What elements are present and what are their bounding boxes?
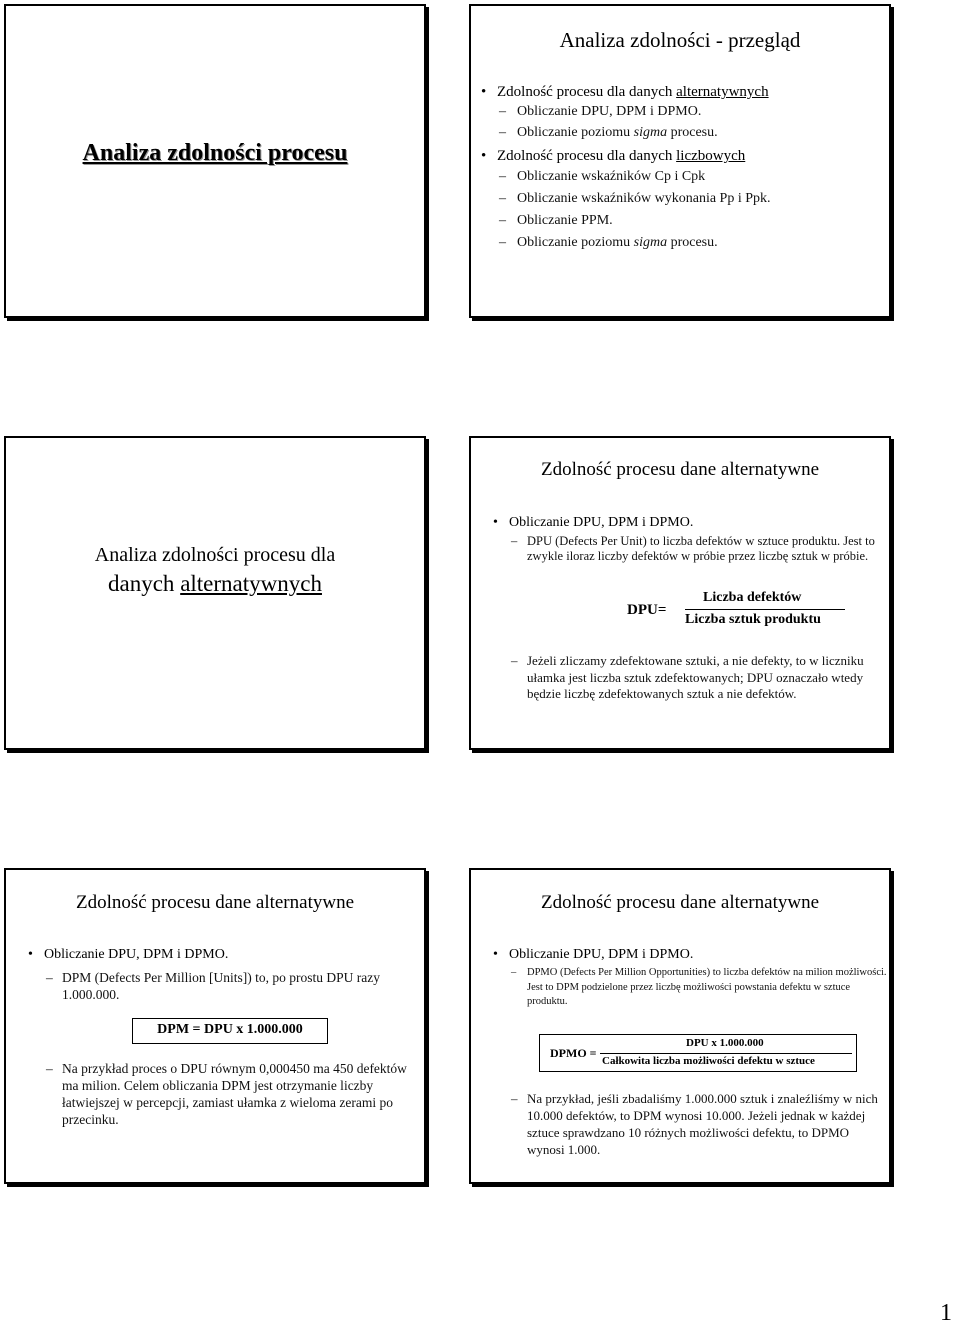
sub-item: – Obliczanie wskaźników Cp i Cpk [499,169,706,184]
sub-item-example: – Na przykład proces o DPU równym 0,000450 ma 450 defektów ma milion. Celem obliczania DPM jest otrzymanie liczby łatwiejszej w percepcji, zamiast ułamka z wieloma zerami po przecinku. [46,1061,407,1127]
sub-item: – Obliczanie wskaźników wykonania Pp i Ppk. [499,191,771,206]
slide-2 [469,4,891,318]
sub-item-example: – Na przykład, jeśli zbadaliśmy 1.000.000 sztuk i znaleźliśmy w nich 10.000 defektów, to DPM wynosi 10.000. Jeżeli jednak w każdej sztuce sprawdzano 10 różnych możliwości defektu, to DPMO wynosi 1.000. [511,1091,878,1157]
slide-1-title: Analiza zdolności procesu [82,140,348,166]
sub-item: – Obliczanie PPM. [499,213,613,228]
sub-item: – Obliczanie poziomu sigma procesu. [499,235,718,250]
slide-4-title: Zdolność procesu dane alternatywne [540,459,820,480]
underlined-word: alternatywnych [676,84,769,100]
bullet-obliczanie: • Obliczanie DPU, DPM i DPMO. [491,946,693,964]
formula-denominator: Całkowita liczba możliwości defektu w sztuce [602,1055,815,1067]
bullet-obliczanie: • Obliczanie DPU, DPM i DPMO. [26,946,228,964]
dpmo-formula [539,1034,857,1072]
sub-item-dpu: – DPU (Defects Per Unit) to liczba defektów w sztuce produktu. Jest to zwykle iloraz liczby defektów w próbie przez liczbę sztuk w próbie. [511,534,875,563]
sub-item-dpm: – DPM (Defects Per Million [Units]) to, po prostu DPU razy 1.000.000. [46,970,380,1002]
fraction-bar [685,609,845,610]
slide-5-title: Zdolność procesu dane alternatywne [75,892,355,913]
formula-lhs: DPU= [627,602,667,618]
dpm-formula: DPM = DPU x 1.000.000 [132,1018,328,1044]
slide-1 [4,4,426,318]
slide-4 [469,436,891,750]
slide-6 [469,868,891,1184]
dpu-formula [619,588,859,632]
sub-item-note: – Jeżeli zliczamy zdefektowane sztuki, a nie defekty, to w liczniku ułamka jest liczba sztuk zdefektowanych; DPU oznaczało wtedy będzie liczbę zdefektowanych sztuk a nie defektów. [511,653,864,701]
slide-6-title: Zdolność procesu dane alternatywne [540,892,820,913]
underlined-word: liczbowych [676,148,746,164]
sub-item: – Obliczanie DPU, DPM i DPMO. [499,104,702,119]
formula-numerator: DPU x 1.000.000 [686,1037,764,1049]
formula-denominator: Liczba sztuk produktu [685,612,821,627]
sub-item: – Obliczanie poziomu sigma procesu. [499,125,718,140]
bullet-obliczanie: • Obliczanie DPU, DPM i DPMO. [491,514,693,532]
formula-numerator: Liczba defektów [703,590,802,605]
slide-3-title-line1: Analiza zdolności procesu dla [94,544,336,566]
formula-lhs: DPMO = [550,1046,597,1060]
slide-3-title-line2: danych alternatywnych [108,571,322,596]
sub-item-dpmo: – DPMO (Defects Per Million Opportunities) to liczba defektów na milion możliwości. Jest to DPM podzielone przez liczbę możliwości powstania defektu w sztuce produktu. [511,967,887,1007]
fraction-bar [600,1053,852,1054]
slide-5 [4,868,426,1184]
bullet-liczbowe: • Zdolność procesu dla danych liczbowych [479,147,745,165]
bullet-alternatywne: • Zdolność procesu dla danych alternatywnych [479,83,769,101]
slide-3 [4,436,426,750]
page-number: 1 [940,1300,952,1326]
slide-2-title: Analiza zdolności - przegląd [559,28,801,52]
